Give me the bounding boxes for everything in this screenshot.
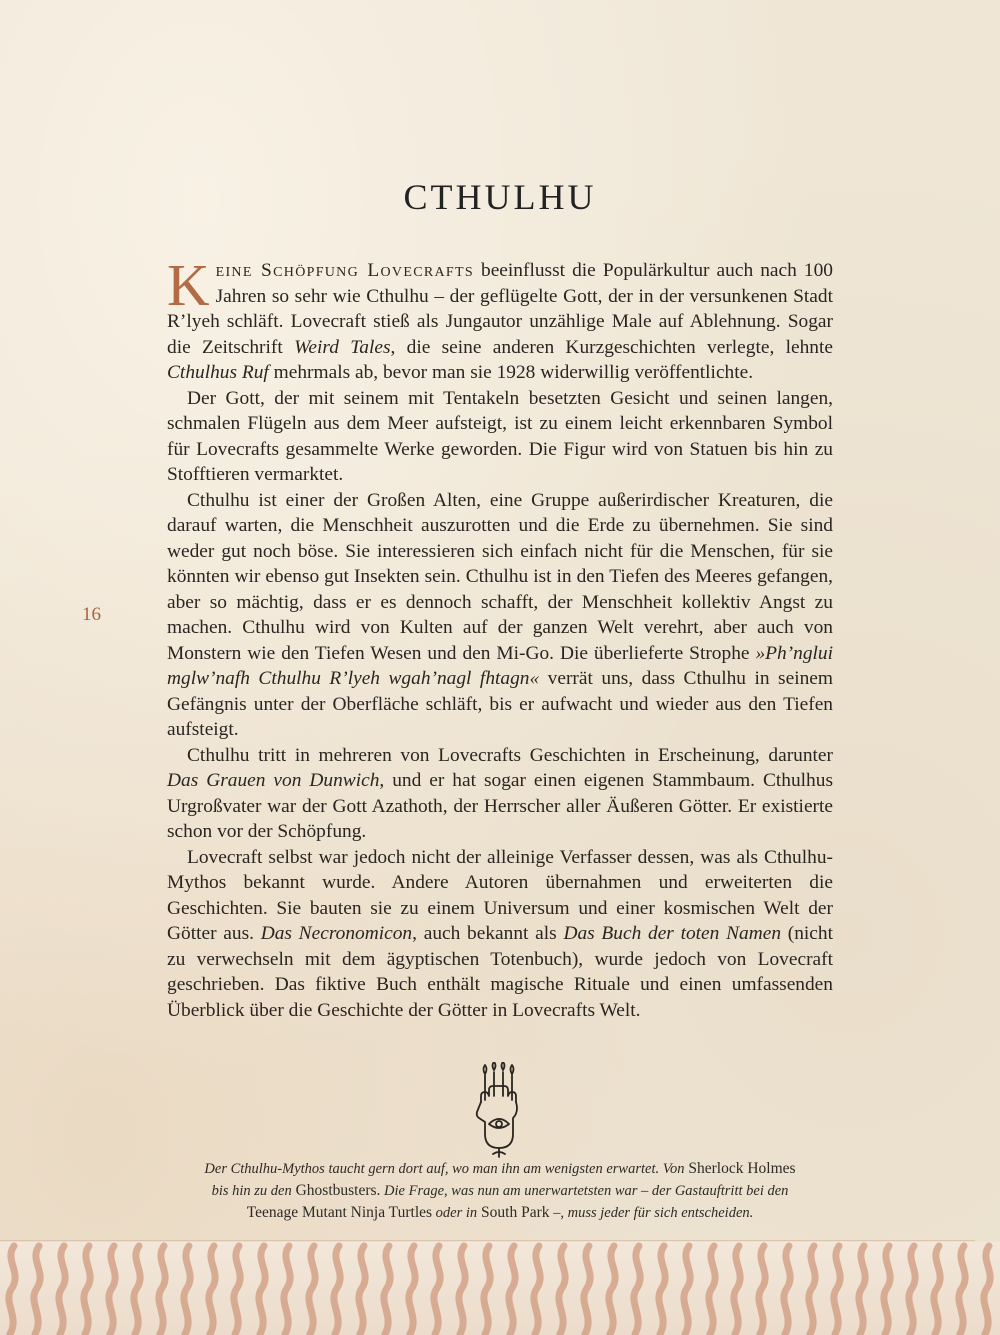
wave-stroke <box>784 1246 790 1334</box>
wave-stroke <box>934 1246 940 1334</box>
caption-proper-name: South Park <box>477 1204 550 1221</box>
wave-stroke <box>409 1246 415 1334</box>
caption-proper-name: Sherlock Holmes <box>684 1160 796 1177</box>
caption-line-1 <box>180 1158 820 1180</box>
wave-stroke <box>959 1246 965 1334</box>
text-run: Lovecraft selbst war jedoch nicht der alleinige Verfasser dessen, was als Cthulhu-Mythos bekannt wurde. Andere Autoren übernahmen und erweiterten die Geschichten. Sie bauten sie zu einem Universum und einer kosmischen Welt der Götter aus. <box>167 846 833 944</box>
wave-stroke <box>759 1246 765 1334</box>
wave-stroke <box>384 1246 390 1334</box>
wave-stroke <box>159 1246 165 1334</box>
wave-stroke <box>259 1246 265 1334</box>
wave-border-ornament <box>0 1242 1000 1335</box>
wave-stroke <box>284 1246 290 1334</box>
hand-eye-candles-icon <box>473 1062 527 1158</box>
wave-stroke <box>184 1246 190 1334</box>
wave-stroke <box>659 1246 665 1334</box>
wave-stroke <box>834 1246 840 1334</box>
wave-stroke <box>884 1246 890 1334</box>
lead-in-smallcaps: eine Schöpfung Lovecrafts <box>215 260 474 281</box>
caption-line-2 <box>180 1180 820 1202</box>
wave-stroke <box>534 1246 540 1334</box>
text-run: Cthulhu ist einer der Großen Alten, eine Gruppe außerirdischer Kreaturen, die darauf warten, die Menschheit auszurotten und die Erde zu übernehmen. Sie sind weder gut noch böse. Sie interessieren sich einfach nicht für die Menschen, für sie könnten wir ebenso gut Insekten sein. Cthulhu ist in den Tiefen des Meeres gefangen, aber so mächtig, dass er es dennoch schafft, der Menschheit kollektiv Angst zu machen. Cthulhu wird von Kulten auf der ganzen Welt verehrt, aber auch von Monstern wie den Tiefen Wesen und den Mi-Go. Die überlieferte Strophe <box>167 489 833 664</box>
text-run: , auch bekannt als <box>412 923 564 944</box>
italic-title: Cthulhus Ruf <box>167 362 269 383</box>
wave-stroke <box>9 1246 15 1334</box>
wave-stroke <box>134 1246 140 1334</box>
wave-stroke <box>434 1246 440 1334</box>
text-run: beeinflusst die Populärkultur auch nach 100 Jahren so sehr wie Cthulhu – der geflügelte Gott, der in der versunkenen Stadt R’lyeh schläft. Lovecraft stieß als Jungautor unzählige Male auf Ablehnung. Sogar die Zeitschrift <box>167 260 833 358</box>
caption-text: Die Frage, was nun am unerwartetsten war – der Gastauftritt bei den <box>380 1183 789 1199</box>
wave-stroke <box>334 1246 340 1334</box>
wave-stroke <box>309 1246 315 1334</box>
wave-stroke <box>709 1246 715 1334</box>
text-run: mehrmals ab, bevor man sie 1928 widerwillig veröffentlichte. <box>268 362 754 383</box>
wave-stroke <box>34 1246 40 1334</box>
paragraph-1 <box>167 252 833 386</box>
caption-text: oder in <box>432 1205 478 1221</box>
wave-stroke <box>459 1246 465 1334</box>
text-run: , und er hat sogar einen eigenen Stammbaum. Cthulhus Urgroßvater war der Gott Azathoth, der Herrscher aller Äußeren Götter. Er existierte schon vor der Schöpfung. <box>167 770 833 842</box>
text-run: Cthulhu tritt in mehreren von Lovecrafts Geschichten in Erscheinung, darunter <box>187 744 833 766</box>
caption-line-3 <box>180 1202 820 1224</box>
italic-title: Das Buch der toten Namen <box>563 923 782 944</box>
page-title: CTHULHU <box>403 177 597 218</box>
wave-stroke <box>984 1246 990 1334</box>
text-run: (nicht zu verwechseln mit dem ägyptischen Totenbuch), wurde jedoch von Lovecraft geschrieben. Das fiktive Buch enthält magische Rituale und einen umfassenden Überblick über die Geschichte der Götter in Lovecrafts Welt. <box>167 923 833 1021</box>
wave-stroke <box>509 1246 515 1334</box>
wave-stroke <box>59 1246 65 1334</box>
text-run: , die seine anderen Kurzgeschichten verlegte, lehnte <box>390 336 833 358</box>
italic-title: Das Grauen von Dunwich <box>167 770 380 791</box>
wave-stroke <box>109 1246 115 1334</box>
caption-proper-name: Teenage Mutant Ninja Turtles <box>246 1204 433 1221</box>
wave-stroke <box>859 1246 865 1334</box>
italic-incantation: »Ph’nglui mglw’nafh Cthulhu R’lyeh wgah’nagl fhtagn« <box>167 642 833 689</box>
page-number: 16 <box>82 604 101 625</box>
wave-stroke <box>359 1246 365 1334</box>
wave-stroke <box>609 1246 615 1334</box>
wave-stroke <box>584 1246 590 1334</box>
italic-title: Weird Tales <box>294 336 391 358</box>
wave-stroke <box>234 1246 240 1334</box>
wave-stroke <box>84 1246 90 1334</box>
wave-stroke <box>684 1246 690 1334</box>
wave-stroke <box>209 1246 215 1334</box>
caption-text: Der Cthulhu-Mythos taucht gern dort auf, wo man ihn am wenigsten erwartet. Von <box>204 1161 685 1177</box>
caption-text: –, muss jeder für sich entscheiden. <box>549 1205 754 1221</box>
drop-cap: K <box>167 252 210 318</box>
paragraph-5 <box>167 845 833 1024</box>
wave-stroke <box>809 1246 815 1334</box>
body-text <box>167 252 833 1023</box>
wave-stroke <box>559 1246 565 1334</box>
image-caption <box>180 1158 820 1224</box>
border-divider-line <box>0 1240 975 1241</box>
wave-stroke <box>909 1246 915 1334</box>
wave-stroke <box>484 1246 490 1334</box>
paragraph-4 <box>167 743 833 845</box>
wave-stroke <box>734 1246 740 1334</box>
wave-stroke <box>634 1246 640 1334</box>
italic-title: Das Necronomicon <box>260 923 413 944</box>
caption-proper-name: Ghostbusters. <box>291 1182 381 1199</box>
caption-text: bis hin zu den <box>211 1183 292 1199</box>
paragraph-2: Der Gott, der mit seinem mit Tentakeln besetzten Gesicht und seinen langen, schmalen Flügeln aus dem Meer aufsteigt, ist zu einem leicht erkennbaren Symbol für Lovecrafts gesammelte Werke geworden. Die Figur wird von Statuen bis hin zu Stofftieren vermarktet. <box>167 387 833 485</box>
paragraph-3 <box>167 488 833 743</box>
text-run: verrät uns, dass Cthulhu in seinem Gefängnis unter der Oberfläche schläft, bis er aufwacht und wieder aus den Tiefen aufsteigt. <box>167 668 833 740</box>
wave-border-ornament-svg <box>0 1242 1000 1335</box>
